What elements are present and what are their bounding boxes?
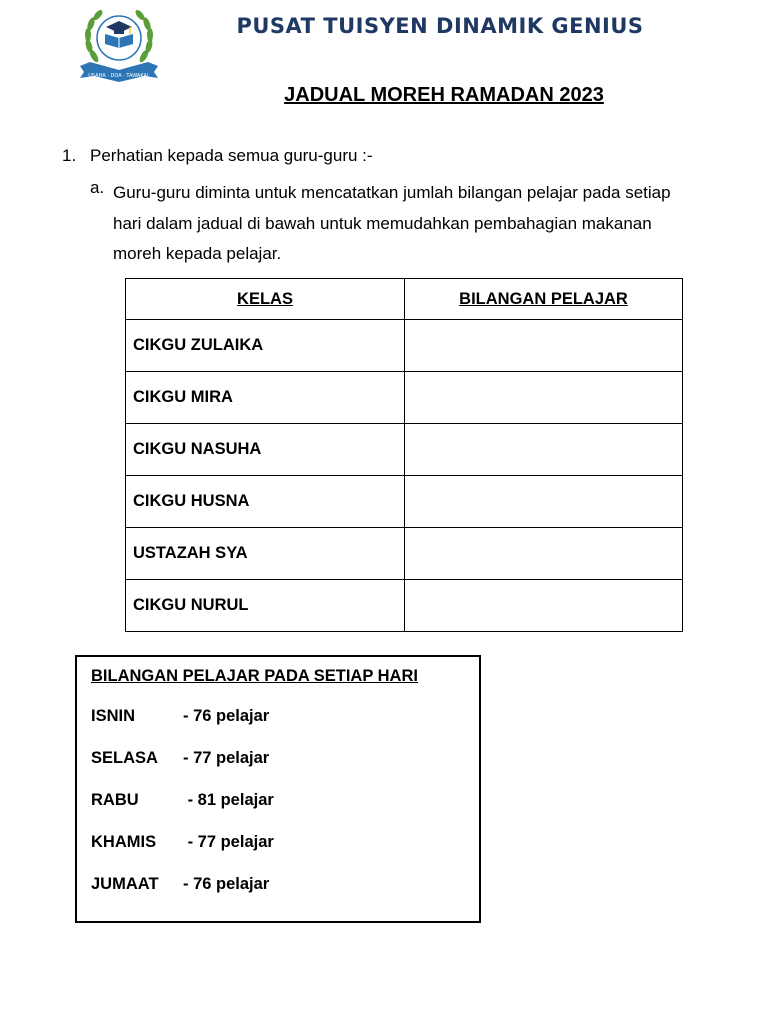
school-crest-logo — [74, 4, 164, 86]
bilangan-cell — [405, 476, 683, 528]
column-header-bilangan: BILANGAN PELAJAR — [405, 279, 683, 320]
day-row — [91, 791, 274, 810]
table-row — [126, 580, 683, 632]
document-title: JADUAL MOREH RAMADAN 2023 — [284, 84, 604, 106]
table-header-row — [126, 279, 683, 320]
table-row — [126, 424, 683, 476]
day-label: KHAMIS — [91, 833, 157, 851]
sub-list-letter: a. — [90, 178, 105, 197]
kelas-cell: CIKGU ZULAIKA — [126, 320, 405, 372]
svg-text:USAHA · DOA · TAWAKAL: USAHA · DOA · TAWAKAL — [88, 73, 150, 79]
day-count: - 77 pelajar — [183, 833, 274, 851]
daily-count-box — [75, 655, 481, 923]
table-row — [126, 372, 683, 424]
day-count: - 76 pelajar — [183, 707, 270, 725]
day-label: RABU — [91, 791, 139, 809]
day-count: - 81 pelajar — [183, 791, 274, 809]
organization-name: PUSAT TUISYEN DINAMIK GENIUS — [236, 14, 644, 38]
bilangan-cell — [405, 424, 683, 476]
day-row — [91, 875, 269, 894]
sub-list-text: Guru-guru diminta untuk mencatatkan jumlah bilangan pelajar pada setiap hari dalam jadual di bawah untuk memudahkan pembahagian makanan moreh kepada pelajar. — [113, 183, 671, 263]
table-row — [126, 476, 683, 528]
bilangan-cell — [405, 528, 683, 580]
day-row — [91, 749, 269, 768]
table-row — [126, 320, 683, 372]
day-label: ISNIN — [91, 707, 136, 725]
day-count: - 76 pelajar — [183, 875, 270, 893]
list-item-text: Perhatian kepada semua guru-guru :- — [90, 146, 373, 165]
column-header-kelas: KELAS — [126, 279, 405, 320]
kelas-cell: CIKGU MIRA — [126, 372, 405, 424]
day-count: - 77 pelajar — [183, 749, 270, 767]
bilangan-cell — [405, 580, 683, 632]
kelas-cell: CIKGU HUSNA — [126, 476, 405, 528]
kelas-cell: CIKGU NURUL — [126, 580, 405, 632]
table-row — [126, 528, 683, 580]
day-row — [91, 707, 269, 726]
bilangan-cell — [405, 372, 683, 424]
kelas-cell: USTAZAH SYA — [126, 528, 405, 580]
daily-count-heading: BILANGAN PELAJAR PADA SETIAP HARI — [91, 667, 418, 685]
list-number: 1. — [62, 146, 77, 165]
bilangan-cell — [405, 320, 683, 372]
kelas-cell: CIKGU NASUHA — [126, 424, 405, 476]
day-label: SELASA — [91, 749, 158, 767]
day-row — [91, 833, 274, 852]
day-label: JUMAAT — [91, 875, 159, 893]
class-count-table — [125, 278, 683, 632]
